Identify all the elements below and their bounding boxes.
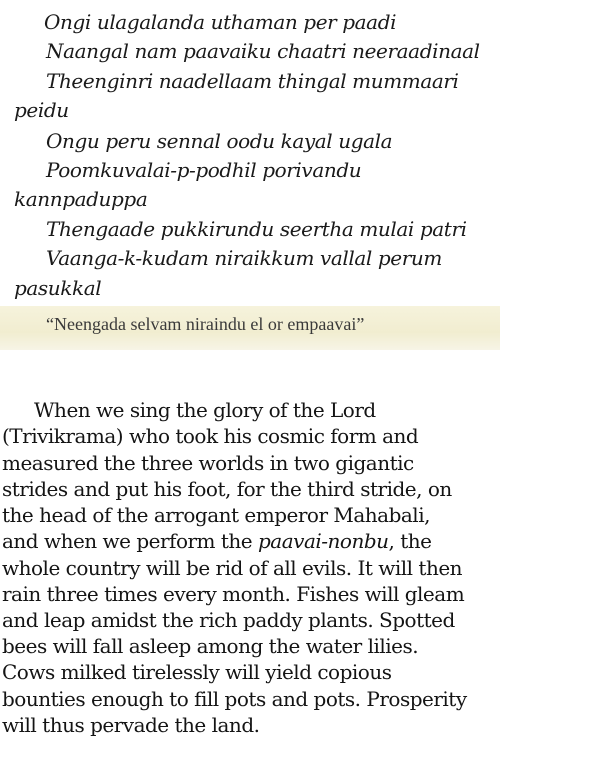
verse-line: pasukkal xyxy=(14,276,102,300)
verse-line: Vaanga-k-kudam niraikkum vallal perum xyxy=(46,246,442,270)
translation-text: and when we perform the xyxy=(2,529,258,553)
translation-line: When we sing the glory of the Lord xyxy=(34,398,376,422)
translation-line: rain three times every month. Fishes will gleam xyxy=(2,582,465,606)
translation-line: bees will fall asleep among the water lilies. xyxy=(2,634,419,658)
translation-line: measured the three worlds in two gigantic xyxy=(2,451,414,475)
verse-line: Ongi ulagalanda uthaman per paadi xyxy=(44,10,397,34)
paavai-nonbu-term: paavai-nonbu xyxy=(258,529,389,553)
translation-line: (Trivikrama) who took his cosmic form and xyxy=(2,424,419,448)
verse-line: Poomkuvalai-p-podhil porivandu xyxy=(46,158,362,182)
translation-line: the head of the arrogant emperor Mahabali, xyxy=(2,503,430,527)
verse-line: kannpaduppa xyxy=(14,187,148,211)
verse-line: Theenginri naadellaam thingal mummaari xyxy=(46,69,459,93)
translation-line: whole country will be rid of all evils. It will then xyxy=(2,556,463,580)
verse-line: peidu xyxy=(14,98,69,122)
translation-line: and leap amidst the rich paddy plants. Spotted xyxy=(2,608,455,632)
translation-text: , the xyxy=(388,529,432,553)
verse-line: Thengaade pukkirundu seertha mulai patri xyxy=(46,217,467,241)
verse-line: Ongu peru sennal oodu kayal ugala xyxy=(46,129,393,153)
translation-line: Cows milked tirelessly will yield copious xyxy=(2,660,392,684)
translation-line xyxy=(2,529,431,553)
verse-line: Naangal nam paavaiku chaatri neeraadinaal xyxy=(46,39,480,63)
translation-line: will thus pervade the land. xyxy=(2,713,260,737)
translation-line: strides and put his foot, for the third stride, on xyxy=(2,477,452,501)
translation-line: bounties enough to fill pots and pots. Prosperity xyxy=(2,687,467,711)
refrain-quote: “Neengada selvam niraindu el or empaavai” xyxy=(46,314,365,334)
